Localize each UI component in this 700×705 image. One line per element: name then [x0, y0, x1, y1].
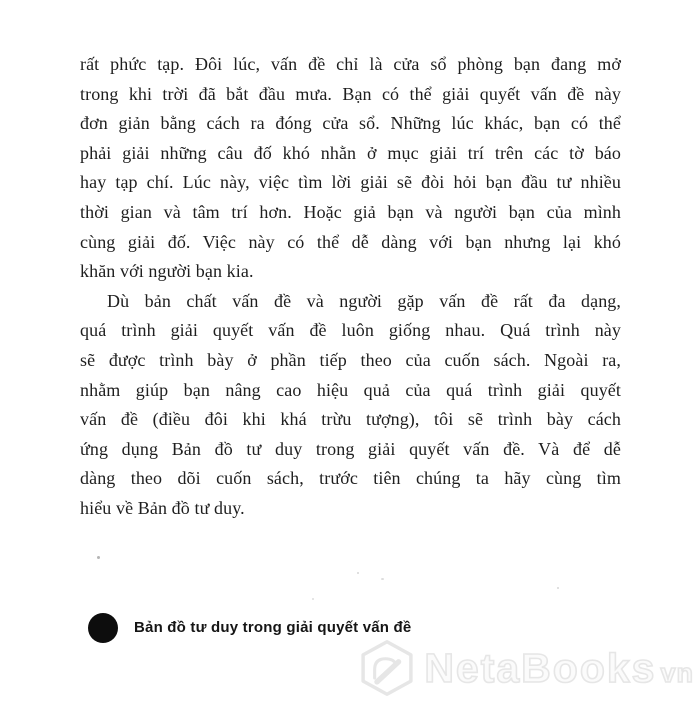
paragraph-1: [80, 50, 621, 287]
text-line: rất phức tạp. Đôi lúc, vấn đề chỉ là cửa sổ phòng bạn đang mở: [80, 54, 621, 74]
text-line: nhằm giúp bạn nâng cao hiệu quả của quá trình giải quyết: [80, 379, 621, 400]
text-line: hiểu về Bản đồ tư duy.: [80, 497, 245, 518]
watermark-suffix: vn: [660, 657, 694, 688]
text-line: thời gian và tâm trí hơn. Hoặc giả bạn và người bạn của mình: [80, 201, 621, 222]
text-line: sẽ được trình bày ở phần tiếp theo của cuốn sách. Ngoài ra,: [80, 349, 621, 370]
body-text: [80, 50, 621, 524]
text-line: khăn với người bạn kia.: [80, 261, 254, 282]
text-line: trong khi trời đã bắt đầu mưa. Bạn có thể giải quyết vấn đề này: [80, 83, 621, 104]
hexagon-n-logo-icon: [360, 639, 414, 697]
page-footer: [88, 612, 411, 643]
watermark-brand-text: [424, 644, 694, 691]
text-line: phải giải những câu đố khó nhằn ở mục giải trí trên các tờ báo: [80, 142, 621, 163]
text-line: dàng theo dõi cuốn sách, trước tiên chúng ta hãy cùng tìm: [80, 468, 621, 489]
scan-speck: [381, 578, 384, 580]
scan-speck: [312, 598, 314, 600]
running-title: Bản đồ tư duy trong giải quyết vấn đề: [134, 619, 412, 636]
text-line: ứng dụng Bản đồ tư duy trong giải quyết vấn đề. Và để dễ: [80, 438, 621, 459]
chapter-bullet-icon: [88, 613, 118, 643]
text-line: Dù bản chất vấn đề và người gặp vấn đề rất đa dạng,: [107, 290, 621, 311]
text-line: đơn giản bằng cách ra đóng cửa sổ. Những lúc khác, bạn có thể: [80, 113, 621, 134]
scan-speck: [357, 572, 359, 574]
watermark-brand: NetaBooks: [424, 644, 657, 691]
scan-speck: [557, 587, 559, 589]
netabooks-watermark: [360, 639, 694, 697]
text-line: hay tạp chí. Lúc này, việc tìm lời giải sẽ đòi hỏi bạn đầu tư nhiều: [80, 172, 621, 193]
text-line: cùng giải đố. Việc này có thể dễ dàng với bạn nhưng lại khó: [80, 231, 621, 252]
scan-speck: [97, 556, 100, 559]
paragraph-2: [80, 287, 621, 524]
text-line: vấn đề (điều đôi khi khá trừu tượng), tôi sẽ trình bày cách: [80, 409, 621, 430]
text-line: quá trình giải quyết vấn đề luôn giống nhau. Quá trình này: [80, 320, 621, 341]
